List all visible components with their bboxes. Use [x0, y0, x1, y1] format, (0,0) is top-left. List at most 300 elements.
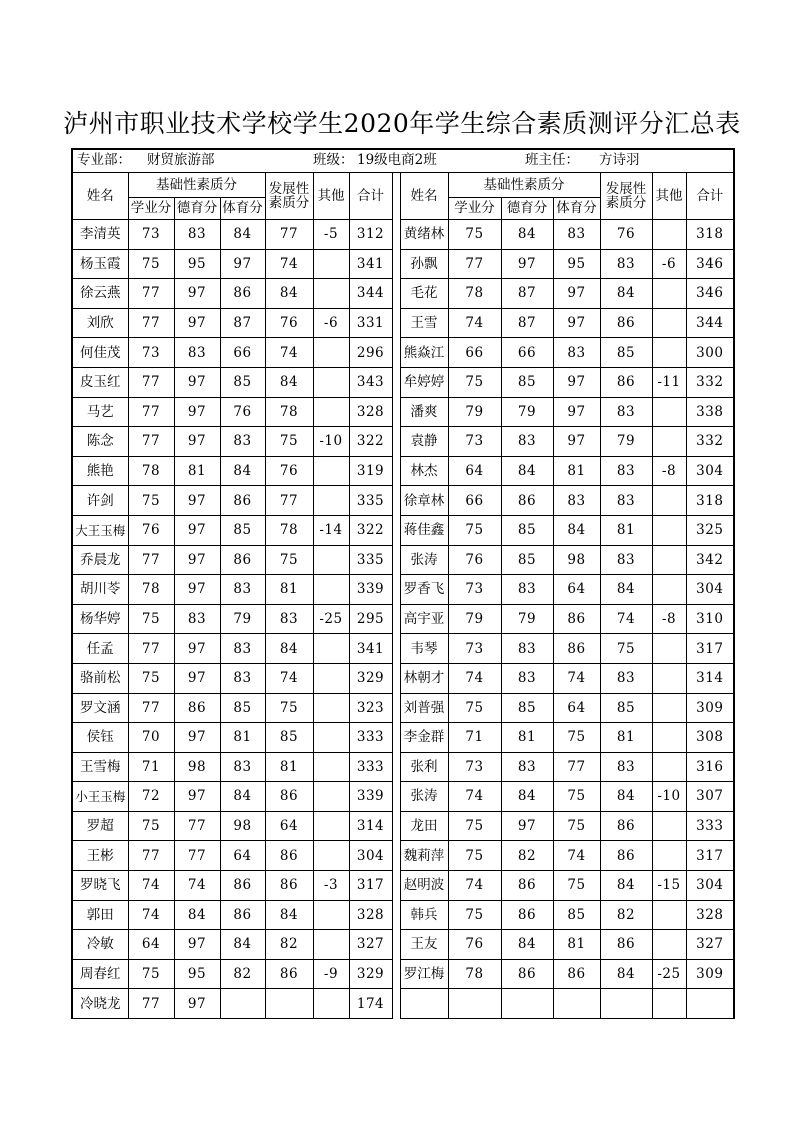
- student-name-cell: 熊焱江: [400, 338, 448, 368]
- student-name-cell: 林杰: [400, 456, 448, 486]
- score-cell-development: 85: [600, 338, 652, 368]
- header-moral: 德育分: [174, 198, 220, 220]
- score-cell-moral: 97: [501, 811, 553, 841]
- score-cell-other: [652, 900, 686, 930]
- student-name-cell: 皮玉红: [72, 367, 128, 397]
- score-cell-pe: 97: [553, 397, 600, 427]
- table-row: [72, 338, 734, 368]
- header-development: 发展性素质分: [265, 173, 313, 220]
- score-cell-total: 333: [349, 752, 392, 782]
- score-cell-total: 333: [349, 723, 392, 753]
- score-cell-other: [313, 486, 349, 516]
- score-cell-other: [652, 841, 686, 871]
- column-gap: [392, 634, 400, 664]
- column-gap: [392, 752, 400, 782]
- score-cell-other: [652, 752, 686, 782]
- table-row: [72, 220, 734, 250]
- score-cell-total: 310: [686, 604, 734, 634]
- score-cell-other: -3: [313, 871, 349, 901]
- score-cell-academic: 73: [128, 338, 174, 368]
- score-summary-table: [71, 148, 735, 1019]
- score-cell-academic: 78: [448, 279, 501, 309]
- score-cell-other: [652, 723, 686, 753]
- score-cell-other: [313, 663, 349, 693]
- score-cell-total: 327: [686, 930, 734, 960]
- score-cell-moral: 83: [501, 752, 553, 782]
- student-name-cell: 张涛: [400, 782, 448, 812]
- table-row: [72, 871, 734, 901]
- score-cell-other: [652, 634, 686, 664]
- score-cell-development: 75: [600, 634, 652, 664]
- score-cell-development: 81: [600, 723, 652, 753]
- student-name-cell: 王雪梅: [72, 752, 128, 782]
- score-cell-total: 338: [686, 397, 734, 427]
- table-row: [72, 811, 734, 841]
- score-cell-total: 309: [686, 693, 734, 723]
- student-name-cell: 魏莉萍: [400, 841, 448, 871]
- score-cell-academic: 77: [128, 634, 174, 664]
- score-cell-academic: 75: [128, 959, 174, 989]
- score-cell-pe: 75: [553, 811, 600, 841]
- score-cell-development: 84: [265, 634, 313, 664]
- score-cell-total: 322: [349, 515, 392, 545]
- score-cell-pe: 81: [553, 930, 600, 960]
- score-cell-other: -9: [313, 959, 349, 989]
- score-cell-pe: 66: [220, 338, 265, 368]
- table-row: [72, 634, 734, 664]
- score-cell-academic: 75: [128, 604, 174, 634]
- student-name-cell: 罗江梅: [400, 959, 448, 989]
- score-cell-pe: 97: [553, 279, 600, 309]
- score-cell-pe: 85: [220, 693, 265, 723]
- column-gap: [392, 959, 400, 989]
- score-cell-academic: 77: [448, 249, 501, 279]
- score-cell-development: 86: [600, 811, 652, 841]
- score-cell-other: [652, 663, 686, 693]
- teacher-label: 班主任：: [525, 152, 579, 168]
- score-cell-pe: 95: [553, 249, 600, 279]
- score-cell-other: [313, 575, 349, 605]
- score-cell-total: 341: [349, 634, 392, 664]
- page-title: 泸州市职业技术学校学生2020年学生综合素质测评分汇总表: [63, 109, 741, 138]
- score-cell-total: 346: [686, 249, 734, 279]
- score-cell-academic: 73: [448, 752, 501, 782]
- student-name-cell: 王彬: [72, 841, 128, 871]
- score-cell-development: 83: [265, 604, 313, 634]
- score-cell-moral: 84: [174, 900, 220, 930]
- score-cell-other: [313, 397, 349, 427]
- student-name-cell: 熊艳: [72, 456, 128, 486]
- score-cell-pe: 86: [220, 871, 265, 901]
- score-cell-development: 79: [600, 427, 652, 457]
- score-cell-pe: 86: [553, 959, 600, 989]
- column-gap: [392, 723, 400, 753]
- student-name-cell: 孙飘: [400, 249, 448, 279]
- score-cell-pe: 81: [553, 456, 600, 486]
- score-cell-development: 81: [600, 515, 652, 545]
- header-development: 发展性素质分: [600, 173, 652, 220]
- score-cell-academic: 77: [128, 989, 174, 1019]
- score-cell-academic: 75: [128, 486, 174, 516]
- column-gap: [392, 397, 400, 427]
- student-name-cell: 韩兵: [400, 900, 448, 930]
- score-cell-other: -10: [313, 427, 349, 457]
- score-cell-total: [686, 989, 734, 1019]
- score-cell-development: 75: [265, 545, 313, 575]
- student-name-cell: 小王玉梅: [72, 782, 128, 812]
- table-row: [72, 308, 734, 338]
- score-cell-pe: 64: [553, 693, 600, 723]
- score-cell-development: 86: [600, 367, 652, 397]
- header-other: 其他: [313, 173, 349, 220]
- score-cell-pe: 86: [553, 604, 600, 634]
- score-cell-moral: 98: [174, 752, 220, 782]
- student-name-cell: 马艺: [72, 397, 128, 427]
- score-cell-total: 318: [686, 486, 734, 516]
- column-gap: [392, 515, 400, 545]
- column-gap: [392, 841, 400, 871]
- student-name-cell: 胡川苓: [72, 575, 128, 605]
- score-cell-moral: 83: [501, 575, 553, 605]
- score-cell-other: -11: [652, 367, 686, 397]
- score-cell-total: 316: [686, 752, 734, 782]
- score-cell-other: [652, 989, 686, 1019]
- column-gap: [392, 279, 400, 309]
- student-name-cell: 龙田: [400, 811, 448, 841]
- score-cell-academic: 75: [128, 663, 174, 693]
- student-name-cell: 潘爽: [400, 397, 448, 427]
- table-row: [72, 959, 734, 989]
- score-cell-total: 329: [349, 959, 392, 989]
- score-cell-pe: 75: [553, 782, 600, 812]
- table-row: [72, 575, 734, 605]
- student-name-cell: 杨华婷: [72, 604, 128, 634]
- table-row: [72, 693, 734, 723]
- score-cell-development: 76: [265, 308, 313, 338]
- score-cell-total: 332: [686, 427, 734, 457]
- score-cell-development: 83: [600, 663, 652, 693]
- score-cell-moral: 86: [501, 959, 553, 989]
- score-cell-moral: 77: [174, 841, 220, 871]
- score-cell-academic: 77: [128, 693, 174, 723]
- score-cell-development: 75: [265, 427, 313, 457]
- score-cell-academic: 75: [448, 811, 501, 841]
- score-cell-development: 86: [265, 871, 313, 901]
- score-cell-academic: 76: [448, 930, 501, 960]
- score-cell-academic: 77: [128, 545, 174, 575]
- score-cell-pe: 86: [220, 545, 265, 575]
- score-cell-pe: 76: [220, 397, 265, 427]
- score-cell-development: [600, 989, 652, 1019]
- student-name-cell: 徐云燕: [72, 279, 128, 309]
- student-name-cell: 韦琴: [400, 634, 448, 664]
- score-cell-moral: 84: [501, 930, 553, 960]
- score-cell-academic: 74: [448, 782, 501, 812]
- score-cell-other: [313, 930, 349, 960]
- header-moral: 德育分: [501, 198, 553, 220]
- score-cell-other: -6: [652, 249, 686, 279]
- score-cell-moral: 83: [501, 663, 553, 693]
- score-cell-moral: 85: [501, 693, 553, 723]
- score-cell-development: 82: [265, 930, 313, 960]
- score-cell-total: 328: [349, 397, 392, 427]
- score-cell-other: [313, 782, 349, 812]
- score-cell-pe: 84: [220, 456, 265, 486]
- score-cell-pe: 81: [220, 723, 265, 753]
- score-cell-moral: 97: [174, 427, 220, 457]
- score-cell-other: -25: [652, 959, 686, 989]
- score-cell-total: 317: [686, 634, 734, 664]
- score-cell-moral: 97: [174, 989, 220, 1019]
- score-cell-academic: 79: [448, 397, 501, 427]
- score-cell-moral: 85: [501, 367, 553, 397]
- header-name: 姓名: [400, 173, 448, 220]
- column-gap: [392, 604, 400, 634]
- score-cell-pe: 98: [553, 545, 600, 575]
- score-cell-total: 323: [349, 693, 392, 723]
- score-cell-total: 319: [349, 456, 392, 486]
- table-row: [72, 782, 734, 812]
- score-cell-moral: 87: [501, 308, 553, 338]
- column-gap: [392, 427, 400, 457]
- score-cell-other: [313, 841, 349, 871]
- score-cell-development: 84: [265, 367, 313, 397]
- score-cell-pe: 83: [553, 220, 600, 250]
- score-cell-academic: 77: [128, 279, 174, 309]
- score-cell-development: 77: [265, 220, 313, 250]
- table-row: [72, 752, 734, 782]
- score-cell-pe: 83: [220, 575, 265, 605]
- score-cell-academic: 75: [448, 900, 501, 930]
- score-cell-total: 328: [349, 900, 392, 930]
- score-cell-total: 344: [349, 279, 392, 309]
- score-cell-pe: 75: [553, 723, 600, 753]
- column-gap: [392, 989, 400, 1019]
- table-row: [72, 456, 734, 486]
- score-cell-development: 83: [600, 397, 652, 427]
- column-gap: [392, 900, 400, 930]
- score-cell-development: 83: [600, 752, 652, 782]
- score-cell-moral: 86: [174, 693, 220, 723]
- score-cell-development: 86: [600, 930, 652, 960]
- student-name-cell: 袁静: [400, 427, 448, 457]
- score-cell-development: 83: [600, 456, 652, 486]
- score-cell-academic: 75: [128, 249, 174, 279]
- student-name-cell: 罗超: [72, 811, 128, 841]
- header-total: 合计: [686, 173, 734, 220]
- score-cell-other: [313, 811, 349, 841]
- column-gap: [392, 663, 400, 693]
- score-cell-total: 333: [686, 811, 734, 841]
- table-row: [72, 989, 734, 1019]
- student-name-cell: 罗晓飞: [72, 871, 128, 901]
- score-cell-total: 300: [686, 338, 734, 368]
- score-cell-total: 339: [349, 782, 392, 812]
- column-gap: [392, 575, 400, 605]
- student-name-cell: 黄绪林: [400, 220, 448, 250]
- score-cell-pe: 83: [553, 338, 600, 368]
- score-cell-pe: 97: [553, 308, 600, 338]
- score-cell-moral: 83: [174, 604, 220, 634]
- score-cell-other: -10: [652, 782, 686, 812]
- student-name-cell: 杨玉霞: [72, 249, 128, 279]
- score-cell-pe: 86: [553, 634, 600, 664]
- score-cell-total: 332: [686, 367, 734, 397]
- student-name-cell: 王友: [400, 930, 448, 960]
- score-cell-pe: 64: [220, 841, 265, 871]
- score-cell-moral: 85: [501, 515, 553, 545]
- table-row: [72, 249, 734, 279]
- score-cell-academic: 71: [448, 723, 501, 753]
- header-name: 姓名: [72, 173, 128, 220]
- score-cell-moral: 81: [501, 723, 553, 753]
- score-cell-pe: 97: [553, 427, 600, 457]
- score-cell-other: -5: [313, 220, 349, 250]
- score-cell-academic: 74: [448, 871, 501, 901]
- score-cell-pe: 85: [220, 367, 265, 397]
- score-cell-other: [313, 989, 349, 1019]
- score-cell-total: 318: [686, 220, 734, 250]
- header-pe: 体育分: [220, 198, 265, 220]
- column-gap: [392, 782, 400, 812]
- student-name-cell: 张利: [400, 752, 448, 782]
- header-pe: 体育分: [553, 198, 600, 220]
- score-cell-total: 312: [349, 220, 392, 250]
- score-cell-pe: 79: [220, 604, 265, 634]
- score-cell-academic: 74: [448, 308, 501, 338]
- score-cell-academic: 73: [448, 575, 501, 605]
- score-cell-moral: 83: [174, 220, 220, 250]
- column-gap: [392, 930, 400, 960]
- score-cell-moral: 97: [174, 723, 220, 753]
- score-cell-other: [313, 634, 349, 664]
- score-cell-other: [652, 279, 686, 309]
- score-cell-total: 328: [686, 900, 734, 930]
- score-cell-pe: 74: [553, 663, 600, 693]
- student-name-cell: 蒋佳鑫: [400, 515, 448, 545]
- student-name-cell: 徐章林: [400, 486, 448, 516]
- score-cell-pe: 83: [220, 752, 265, 782]
- score-cell-pe: 83: [220, 427, 265, 457]
- score-cell-academic: 64: [128, 930, 174, 960]
- score-cell-development: 86: [265, 782, 313, 812]
- score-cell-moral: 97: [174, 279, 220, 309]
- table-row: [72, 723, 734, 753]
- score-cell-academic: 75: [128, 811, 174, 841]
- table-row: [72, 841, 734, 871]
- score-cell-academic: 76: [448, 545, 501, 575]
- score-cell-development: 84: [265, 279, 313, 309]
- student-name-cell: 刘欣: [72, 308, 128, 338]
- score-cell-total: 314: [349, 811, 392, 841]
- score-cell-development: 86: [265, 841, 313, 871]
- score-cell-pe: 77: [553, 752, 600, 782]
- score-cell-total: 314: [686, 663, 734, 693]
- score-cell-pe: 84: [220, 782, 265, 812]
- score-cell-other: [652, 811, 686, 841]
- score-cell-academic: 75: [448, 220, 501, 250]
- score-cell-moral: 82: [501, 841, 553, 871]
- score-cell-moral: 83: [501, 427, 553, 457]
- score-cell-academic: 75: [448, 367, 501, 397]
- score-cell-moral: 79: [501, 604, 553, 634]
- column-gap: [392, 693, 400, 723]
- score-cell-moral: 97: [174, 545, 220, 575]
- score-cell-total: 343: [349, 367, 392, 397]
- table-row: [72, 279, 734, 309]
- score-cell-moral: 97: [174, 930, 220, 960]
- score-cell-pe: 75: [553, 871, 600, 901]
- score-cell-academic: 75: [448, 841, 501, 871]
- student-name-cell: 李清英: [72, 220, 128, 250]
- score-cell-academic: 66: [448, 338, 501, 368]
- score-cell-development: 77: [265, 486, 313, 516]
- score-cell-development: 84: [265, 900, 313, 930]
- score-cell-moral: 83: [501, 634, 553, 664]
- score-cell-development: 64: [265, 811, 313, 841]
- score-cell-other: [652, 930, 686, 960]
- class-label: 班级：: [313, 152, 354, 168]
- score-cell-pe: 97: [220, 249, 265, 279]
- student-name-cell: 乔晨龙: [72, 545, 128, 575]
- score-cell-academic: 75: [448, 515, 501, 545]
- column-gap: [392, 338, 400, 368]
- column-gap: [392, 249, 400, 279]
- student-name-cell: 许剑: [72, 486, 128, 516]
- score-cell-moral: 97: [174, 515, 220, 545]
- class-value: 19级电商2班: [357, 152, 437, 168]
- score-cell-academic: 71: [128, 752, 174, 782]
- score-cell-development: 84: [600, 871, 652, 901]
- score-cell-academic: 73: [448, 634, 501, 664]
- student-name-cell: 大王玉梅: [72, 515, 128, 545]
- score-cell-development: 81: [265, 575, 313, 605]
- score-cell-moral: 66: [501, 338, 553, 368]
- score-cell-total: 307: [686, 782, 734, 812]
- score-cell-academic: 73: [128, 220, 174, 250]
- header-total: 合计: [349, 173, 392, 220]
- student-name-cell: 任孟: [72, 634, 128, 664]
- score-cell-pe: 84: [220, 930, 265, 960]
- column-gap: [392, 486, 400, 516]
- score-cell-other: [652, 338, 686, 368]
- header-basic: 基础性素质分: [448, 173, 600, 198]
- score-cell-other: [313, 367, 349, 397]
- score-cell-total: 341: [349, 249, 392, 279]
- score-cell-moral: 97: [174, 663, 220, 693]
- score-cell-other: [652, 486, 686, 516]
- score-cell-development: 83: [600, 486, 652, 516]
- score-cell-other: [313, 752, 349, 782]
- student-name-cell: 牟婷婷: [400, 367, 448, 397]
- score-cell-total: 308: [686, 723, 734, 753]
- score-cell-total: 317: [686, 841, 734, 871]
- score-cell-pe: 86: [220, 486, 265, 516]
- table-row: [72, 427, 734, 457]
- student-name-cell: 李金群: [400, 723, 448, 753]
- score-cell-other: -14: [313, 515, 349, 545]
- teacher-value: 方诗羽: [599, 152, 640, 168]
- score-cell-academic: 77: [128, 397, 174, 427]
- score-cell-total: 295: [349, 604, 392, 634]
- score-cell-moral: 97: [174, 634, 220, 664]
- score-cell-development: 85: [600, 693, 652, 723]
- column-gap: [392, 367, 400, 397]
- table-row: [72, 367, 734, 397]
- score-cell-academic: 66: [448, 486, 501, 516]
- score-cell-academic: 73: [448, 427, 501, 457]
- score-cell-moral: 86: [501, 871, 553, 901]
